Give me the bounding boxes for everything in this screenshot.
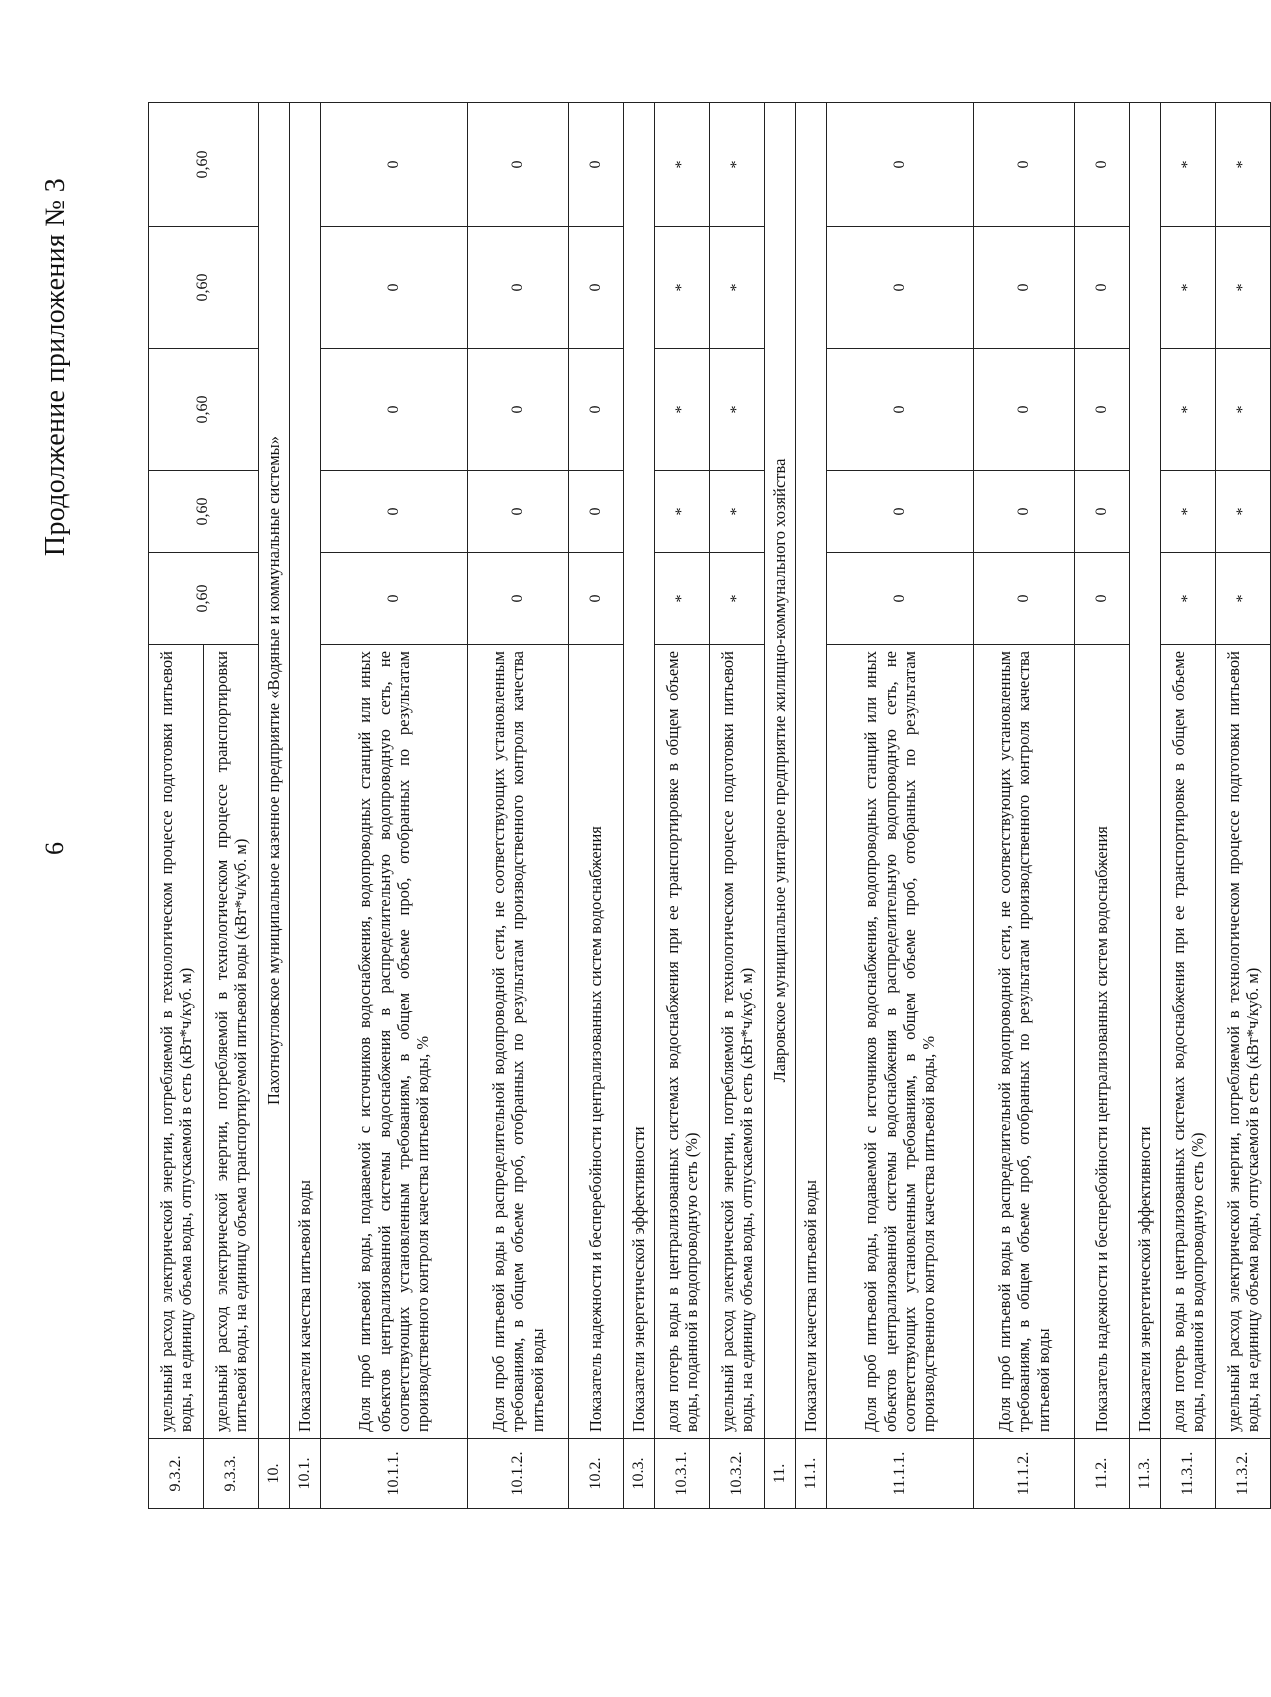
value-cell: 0	[321, 553, 468, 645]
value-cell: 0,60	[149, 471, 259, 553]
value-cell: 0	[569, 471, 624, 553]
value-cell: 0	[468, 553, 569, 645]
value-cell: 0	[1075, 553, 1130, 645]
value-cell: *	[710, 349, 765, 471]
row-number: 11.1.	[796, 1439, 827, 1509]
row-number: 10.3.	[624, 1439, 655, 1509]
row-number: 11.1.2.	[974, 1439, 1075, 1509]
value-cell: 0	[827, 227, 974, 349]
subsection-title: Показатели энергетической эффективности	[624, 103, 655, 1439]
value-cell: 0	[827, 103, 974, 227]
indicator-text: Доля проб питьевой воды в распределительной водопроводной сети, не соответствующих установленным требованиям, в общем объеме проб, отобранных по результатам производственного контроля качества питьевой воды	[468, 645, 569, 1439]
value-cell: *	[1216, 103, 1271, 227]
indicator-text: Доля проб питьевой воды, подаваемой с источников водоснабжения, водопроводных станций или иных объектов централизованной системы водоснабжения в распределительную водопроводную сеть, не соответствующих установленным требованиям, в общем объеме проб, отобранных по результатам производственного контроля качества питьевой воды, %	[827, 645, 974, 1439]
value-cell: 0,60	[149, 227, 259, 349]
table-row	[321, 103, 468, 1509]
value-cell: 0	[569, 227, 624, 349]
page-header	[40, 0, 90, 1697]
row-number: 10.1.	[290, 1439, 321, 1509]
value-cell: *	[1216, 227, 1271, 349]
value-cell: *	[710, 553, 765, 645]
value-cell: 0,60	[149, 103, 259, 227]
subsection-title: Показатели качества питьевой воды	[796, 103, 827, 1439]
value-cell: *	[1216, 553, 1271, 645]
value-cell: *	[1216, 471, 1271, 553]
value-cell: *	[655, 349, 710, 471]
row-number: 11.3.1.	[1161, 1439, 1216, 1509]
table-row	[827, 103, 974, 1509]
row-number: 10.2.	[569, 1439, 624, 1509]
indicator-text: Показатель надежности и бесперебойности централизованных систем водоснабжения	[1075, 645, 1130, 1439]
row-number: 11.	[765, 1439, 796, 1509]
indicator-text: Показатель надежности и бесперебойности централизованных систем водоснабжения	[569, 645, 624, 1439]
value-cell: 0	[569, 553, 624, 645]
value-cell: *	[1161, 553, 1216, 645]
value-cell: 0	[974, 103, 1075, 227]
value-cell: 0	[974, 553, 1075, 645]
row-number: 10.1.2.	[468, 1439, 569, 1509]
value-cell: 0	[827, 553, 974, 645]
subsection-title: Показатели качества питьевой воды	[290, 103, 321, 1439]
row-number: 11.1.1.	[827, 1439, 974, 1509]
indicator-text: Доля проб питьевой воды, подаваемой с источников водоснабжения, водопроводных станций или иных объектов централизованной системы водоснабжения в распределительную водопроводную сеть, не соответствующих установленным требованиям, в общем объеме проб, отобранных по результатам производственного контроля качества питьевой воды, %	[321, 645, 468, 1439]
section-row	[765, 103, 796, 1509]
value-cell: *	[1161, 471, 1216, 553]
table-row	[1161, 103, 1216, 1509]
annex-caption: Продолжение приложения № 3	[40, 178, 71, 557]
value-cell: *	[710, 471, 765, 553]
row-number: 10.	[259, 1439, 290, 1509]
table-row	[1075, 103, 1130, 1509]
value-cell: *	[655, 227, 710, 349]
value-cell: 0	[468, 227, 569, 349]
subsection-row	[796, 103, 827, 1509]
value-cell: 0	[1075, 471, 1130, 553]
table-row	[710, 103, 765, 1509]
value-cell: *	[710, 103, 765, 227]
row-number: 9.3.3.	[204, 1439, 259, 1509]
row-number: 11.3.2.	[1216, 1439, 1271, 1509]
value-cell: 0	[1075, 349, 1130, 471]
value-cell: *	[1216, 349, 1271, 471]
value-cell: 0	[468, 103, 569, 227]
row-number: 9.3.2.	[149, 1439, 204, 1509]
indicator-text: Доля проб питьевой воды в распределительной водопроводной сети, не соответствующих установленным требованиям, в общем объеме проб, отобранных по результатам производственного контроля качества питьевой воды	[974, 645, 1075, 1439]
value-cell: 0	[827, 349, 974, 471]
indicators-table	[148, 102, 1271, 1509]
value-cell: *	[655, 553, 710, 645]
value-cell: 0	[569, 349, 624, 471]
indicator-text: удельный расход электрической энергии, потребляемой в технологическом процессе подготовки питьевой воды, на единицу объема воды, отпускаемой в сеть (кВт*ч/куб. м)	[1216, 645, 1271, 1439]
value-cell: *	[1161, 227, 1216, 349]
value-cell: 0	[321, 349, 468, 471]
value-cell: 0	[468, 349, 569, 471]
indicator-text: удельный расход электрической энергии, потребляемой в технологическом процессе подготовки питьевой воды, на единицу объема воды, отпускаемой в сеть (кВт*ч/куб. м)	[710, 645, 765, 1439]
row-number: 10.3.1.	[655, 1439, 710, 1509]
table-row	[468, 103, 569, 1509]
subsection-row	[1130, 103, 1161, 1509]
value-cell: 0	[1075, 103, 1130, 227]
section-title: Лавровское муниципальное унитарное предприятие жилищно-коммунального хозяйства	[765, 103, 796, 1439]
value-cell: 0	[827, 471, 974, 553]
table-row	[569, 103, 624, 1509]
value-cell: 0	[974, 227, 1075, 349]
value-cell: 0	[569, 103, 624, 227]
value-cell: 0	[974, 349, 1075, 471]
value-cell: 0,60	[149, 349, 259, 471]
subsection-row	[290, 103, 321, 1509]
section-row	[259, 103, 290, 1509]
indicator-text: доля потерь воды в централизованных системах водоснабжения при ее транспортировке в общем объеме воды, поданной в водопроводную сеть (%)	[1161, 645, 1216, 1439]
row-number: 10.1.1.	[321, 1439, 468, 1509]
value-cell: 0	[321, 103, 468, 227]
indicator-text: удельный расход электрической энергии, потребляемой в технологическом процессе подготовки питьевой воды, на единицу объема воды, отпускаемой в сеть (кВт*ч/куб. м)	[149, 645, 204, 1439]
table-row	[655, 103, 710, 1509]
table-row	[974, 103, 1075, 1509]
indicator-text: доля потерь воды в централизованных системах водоснабжения при ее транспортировке в общем объеме воды, поданной в водопроводную сеть (%)	[655, 645, 710, 1439]
table-row	[149, 103, 204, 1509]
value-cell: *	[655, 471, 710, 553]
value-cell: 0	[321, 471, 468, 553]
value-cell: 0,60	[149, 553, 259, 645]
row-number: 11.2.	[1075, 1439, 1130, 1509]
value-cell: 0	[321, 227, 468, 349]
value-cell: 0	[1075, 227, 1130, 349]
value-cell: *	[710, 227, 765, 349]
subsection-row	[624, 103, 655, 1509]
subsection-title: Показатели энергетической эффективности	[1130, 103, 1161, 1439]
table-row	[1216, 103, 1271, 1509]
value-cell: *	[1161, 349, 1216, 471]
value-cell: *	[1161, 103, 1216, 227]
value-cell: *	[655, 103, 710, 227]
value-cell: 0	[974, 471, 1075, 553]
section-title: Пахотноугловское муниципальное казенное предприятие «Водяные и коммунальные системы»	[259, 103, 290, 1439]
row-number: 11.3.	[1130, 1439, 1161, 1509]
page-number: 6	[40, 842, 69, 855]
indicator-text: удельный расход электрической энергии, потребляемой в технологическом процессе транспортировки питьевой воды, на единицу объема транспортируемой питьевой воды (кВт*ч/куб. м)	[204, 645, 259, 1439]
row-number: 10.3.2.	[710, 1439, 765, 1509]
value-cell: 0	[468, 471, 569, 553]
